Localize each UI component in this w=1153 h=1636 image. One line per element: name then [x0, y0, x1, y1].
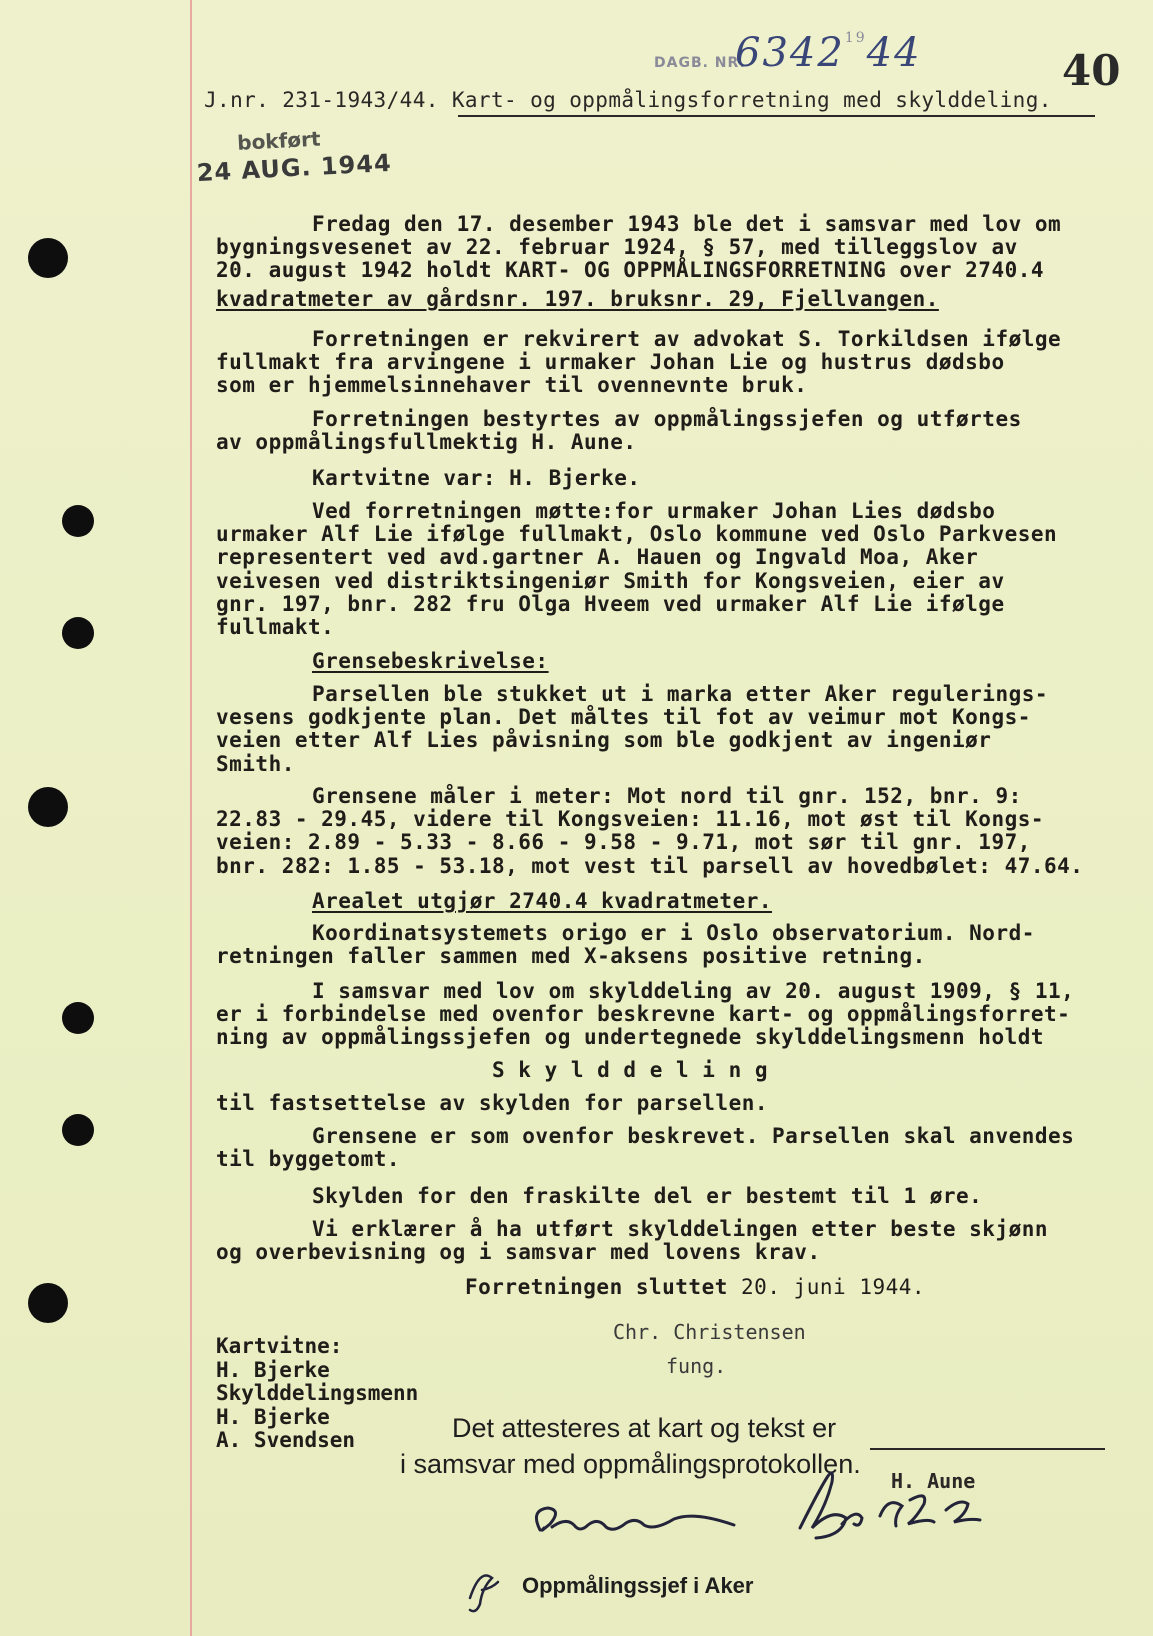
text-line: Smith. — [216, 751, 295, 776]
text-line: retningen faller sammen med X-aksens positive retning. — [216, 944, 926, 969]
text-line: til fastsettelse av skylden for parsellen. — [216, 1091, 769, 1115]
text-line: Fredag den 17. desember 1943 ble det i samsvar med lov om — [312, 212, 1062, 236]
text-line: kvadratmeter av gårdsnr. 197. bruksnr. 29, Fjellvangen. — [216, 286, 939, 311]
signature-christensen — [536, 1508, 734, 1530]
journal-number: J.nr. 231-1943/44. — [204, 88, 439, 112]
received-stamp-word: bokført — [236, 126, 322, 155]
stamp-year: 44 — [866, 30, 922, 76]
text-line: veien: 2.89 - 5.33 - 8.66 - 9.58 - 9.71, mot sør til gnr. 197, — [216, 830, 1031, 855]
text-line: bygningsvesenet av 22. februar 1924, § 57, med tilleggslov av — [216, 235, 1018, 260]
text-line: gnr. 197, bnr. 282 fru Olga Hveem ved urmaker Alf Lie ifølge — [216, 591, 1005, 616]
office-stamp: Oppmålingssjef i Aker — [522, 1573, 754, 1598]
closing-label: Forretningen sluttet — [465, 1275, 728, 1299]
attestation-line: Det attesteres at kart og tekst er — [452, 1413, 837, 1443]
dagbok-stamp-label: DAGB. NR. — [654, 55, 746, 71]
text-line: fullmakt. — [216, 615, 335, 640]
text-line: Grensene er som ovenfor beskrevet. Parsellen skal anvendes — [312, 1124, 1075, 1148]
witness-line: Kartvitne: — [216, 1334, 343, 1358]
text-line: Parsellen ble stukket ut i marka etter Aker regulerings- — [312, 682, 1049, 706]
text-line: og overbevisning og i samsvar med lovens krav. — [216, 1240, 821, 1265]
section-heading: S k y l d d e l i n g — [492, 1058, 769, 1082]
section-heading: Grensebeskrivelse: — [312, 649, 549, 673]
signature-fung — [470, 1576, 498, 1612]
attestation-line: i samsvar med oppmålingsprotokollen. — [400, 1449, 861, 1479]
text-line: 20. august 1942 holdt KART- OG OPPMÅLINGSFORRETNING over 2740.4 — [216, 258, 1045, 283]
witness-line: H. Bjerke — [216, 1357, 330, 1382]
section-heading: Arealet utgjør 2740.4 kvadratmeter. — [312, 889, 773, 913]
surveyor-name: H. Aune — [891, 1469, 976, 1493]
text-line: veivesen ved distriktsingeniør Smith for Kongsveien, eier av — [216, 568, 1005, 593]
text-line: Skylden for den fraskilte del er bestemt til 1 øre. — [312, 1184, 983, 1208]
page-number: 40 — [1062, 46, 1121, 95]
signatory-name: Chr. Christensen — [613, 1320, 806, 1344]
text-line: vesens godkjente plan. Det måltes til fot av veimur mot Kongs- — [216, 705, 1031, 730]
signature-initials — [800, 1473, 980, 1538]
text-line: Grensene måler i meter: Mot nord til gnr. 152, bnr. 9: — [312, 784, 1022, 808]
text-line: Ved forretningen møtte:for urmaker Johan Lies dødsbo — [312, 499, 996, 523]
text-line: Forretningen er rekvirert av advokat S. Torkildsen ifølge — [312, 327, 1062, 351]
text-line: representert ved avd.gartner A. Hauen og Ingvald Moa, Aker — [216, 545, 979, 570]
witness-line: Skylddelingsmenn — [216, 1381, 419, 1405]
text-line: Koordinatsystemets origo er i Oslo observatorium. Nord- — [312, 921, 1035, 945]
text-line: urmaker Alf Lie ifølge fullmakt, Oslo kommune ved Oslo Parkvesen — [216, 522, 1058, 547]
witness-line: H. Bjerke — [216, 1404, 330, 1429]
text-line: som er hjemmelsinnehaver til ovennevnte bruk. — [216, 373, 808, 398]
text-line: er i forbindelse med ovenfor beskrevne kart- og oppmålingsforret- — [216, 1002, 1071, 1027]
text-line: veien etter Alf Lies påvisning som ble godkjent av ingeniør — [216, 728, 992, 753]
text-line: bnr. 282: 1.85 - 53.18, mot vest til parsell av hovedbølet: 47.64. — [216, 853, 1084, 878]
text-line: Vi erklærer å ha utført skylddelingen etter beste skjønn — [312, 1217, 1049, 1241]
text-line: fullmakt fra arvingene i urmaker Johan Lie og hustrus dødsbo — [216, 350, 1005, 375]
text-line: av oppmålingsfullmektig H. Aune. — [216, 430, 637, 455]
text-line: I samsvar med lov om skylddeling av 20. august 1909, § 11, — [312, 979, 1075, 1003]
document-title: Kart- og oppmålingsforretning med skylddeling. — [451, 88, 1052, 112]
text-line: ning av oppmålingssjefen og undertegnede skylddelingsmenn holdt — [216, 1025, 1045, 1050]
signatory-role: fung. — [666, 1354, 727, 1378]
text-line: 22.83 - 29.45, videre til Kongsveien: 11.16, mot øst til Kongs- — [216, 807, 1045, 832]
text-line: til byggetomt. — [216, 1147, 401, 1172]
witness-line: A. Svendsen — [216, 1428, 356, 1452]
text-line: Kartvitne var: H. Bjerke. — [312, 466, 641, 490]
text-line: Forretningen bestyrtes av oppmålingssjefen og utførtes — [312, 407, 1022, 431]
closing-date: 20. juni 1944. — [741, 1275, 926, 1299]
stamp-year-prefix: 19 — [844, 30, 867, 46]
stamp-number: 6342 — [735, 30, 845, 76]
received-stamp-date: 24 AUG. 1944 — [196, 148, 393, 188]
